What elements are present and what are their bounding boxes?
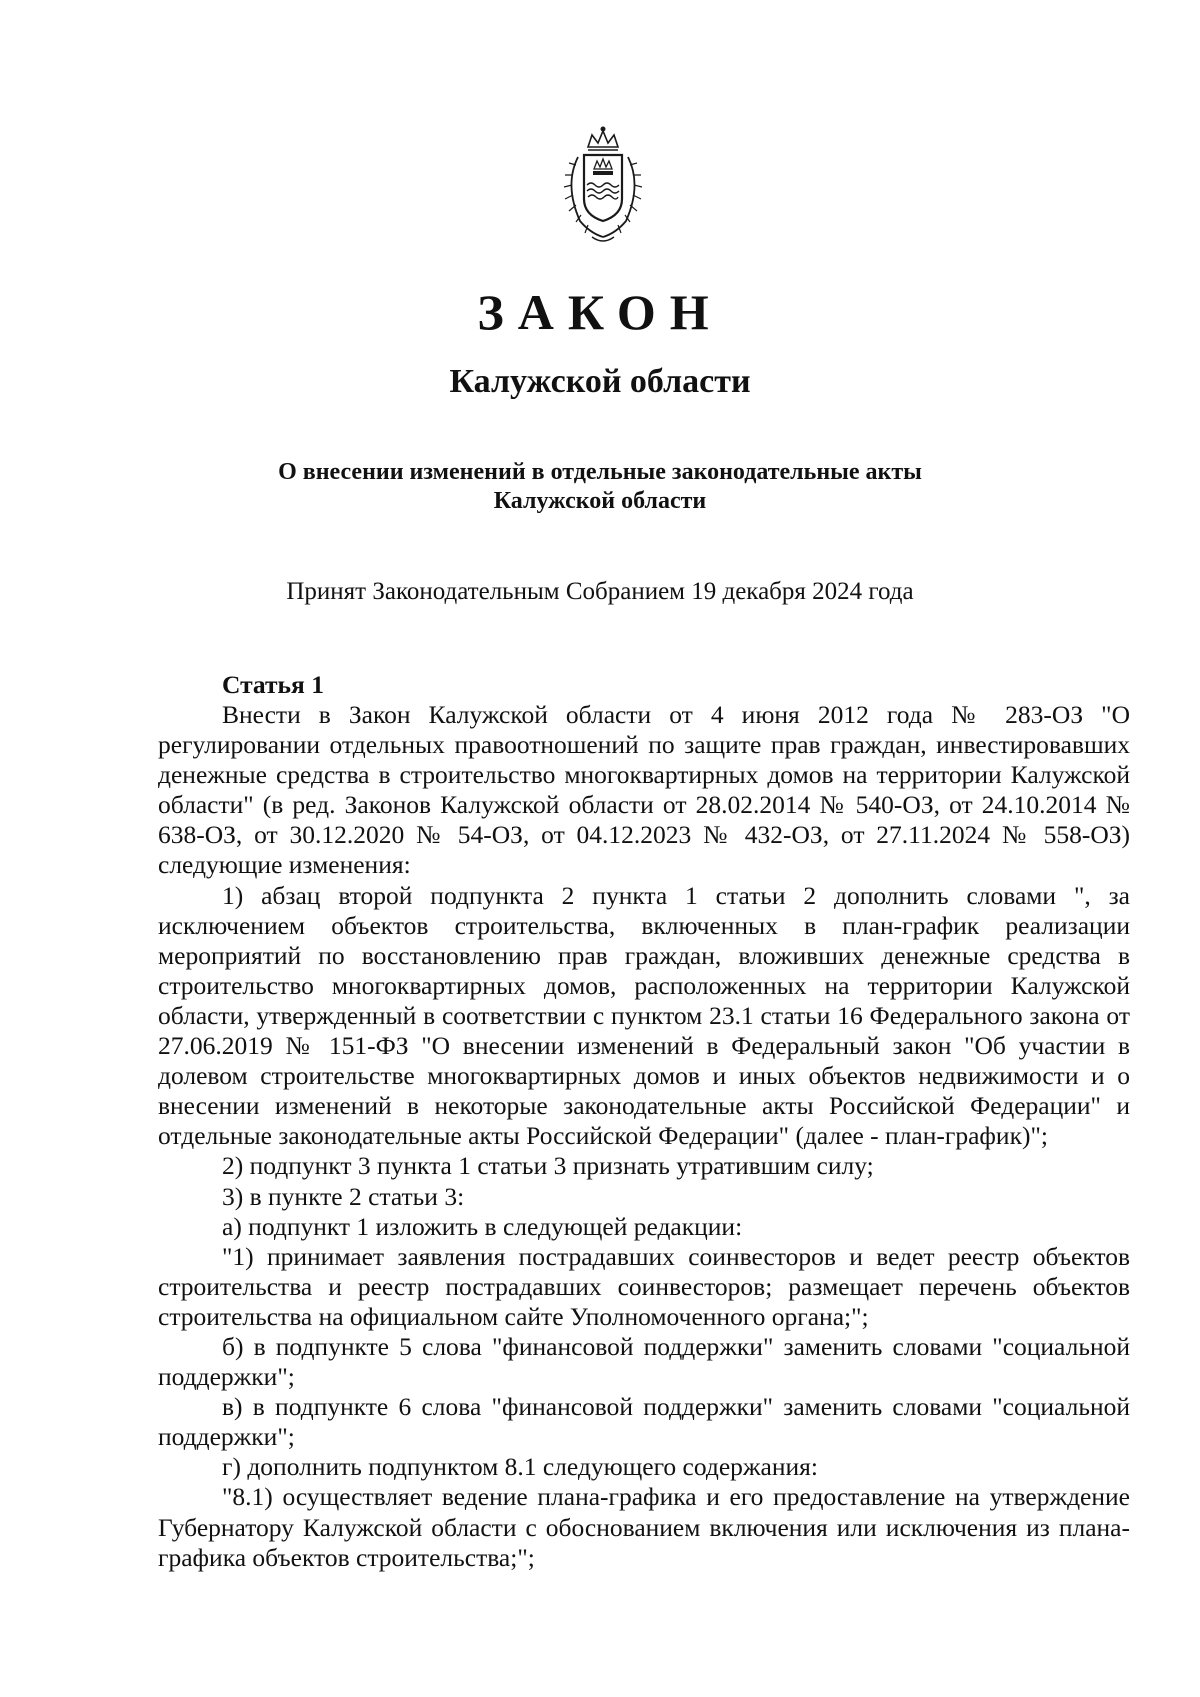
law-title: ЗАКОН <box>477 284 723 340</box>
paragraph: "1) принимает заявления пострадавших соинвесторов и ведет реестр объектов строительства и реестр пострадавших соинвесторов; размещает перечень объектов строительства на официальном сайте Уполномоченного органа;"; <box>158 1241 1130 1331</box>
coat-of-arms-icon <box>554 125 652 247</box>
paragraph: 2) подпункт 3 пункта 1 статьи 3 признать утратившим силу; <box>222 1151 874 1181</box>
law-subject-line: Калужской области <box>493 488 707 514</box>
article-heading: Статья 1 <box>222 670 324 699</box>
adoption-note: Принят Законодательным Собранием 19 декабря 2024 года <box>286 578 914 605</box>
law-subject-line: О внесении изменений в отдельные законодательные акты <box>278 459 922 485</box>
paragraph: а) подпункт 1 изложить в следующей редакции: <box>222 1211 743 1241</box>
paragraph: Внести в Закон Калужской области от 4 июня 2012 года № 283-ОЗ "О регулировании отдельных правоотношений по защите прав граждан, инвестировавших денежные средства в строительство многоквартирных домов на территории Калужской области" (в ред. Законов Калужской области от 28.02.2014 № 540-ОЗ, от 24.10.2014 № 638-ОЗ, от 30.12.2020 № 54-ОЗ, от 04.12.2023 № 432-ОЗ, от 27.11.2024 № 558-ОЗ) следующие изменения: <box>158 700 1130 880</box>
paragraph: г) дополнить подпунктом 8.1 следующего содержания: <box>222 1452 818 1482</box>
paragraph: "8.1) осуществляет ведение плана-графика и его предоставление на утверждение Губернатору Калужской области с обоснованием включения или исключения из плана-графика объектов строительства;"; <box>158 1482 1130 1572</box>
region-title: Калужской области <box>449 363 751 400</box>
law-subject <box>0 458 1200 516</box>
law-body <box>158 670 1130 1573</box>
paragraph: 3) в пункте 2 статьи 3: <box>222 1181 465 1211</box>
paragraph: в) в подпункте 6 слова "финансовой поддержки" заменить словами "социальной поддержки"; <box>158 1392 1130 1452</box>
paragraph: 1) абзац второй подпункта 2 пункта 1 статьи 2 дополнить словами ", за исключением объектов строительства, включенных в план-график реализации мероприятий по восстановлению прав граждан, вложивших денежные средства в строительство многоквартирных домов, расположенных на территории Калужской области, утвержденный в соответствии с пунктом 23.1 статьи 16 Федерального закона от 27.06.2019 № 151-ФЗ "О внесении изменений в Федеральный закон "Об участии в долевом строительстве многоквартирных домов и иных объектов недвижимости и о внесении изменений в некоторые законодательные акты Российской Федерации" и отдельные законодательные акты Российской Федерации" (далее - план-график)"; <box>158 880 1130 1151</box>
paragraph: б) в подпункте 5 слова "финансовой поддержки" заменить словами "социальной поддержки"; <box>158 1331 1130 1392</box>
